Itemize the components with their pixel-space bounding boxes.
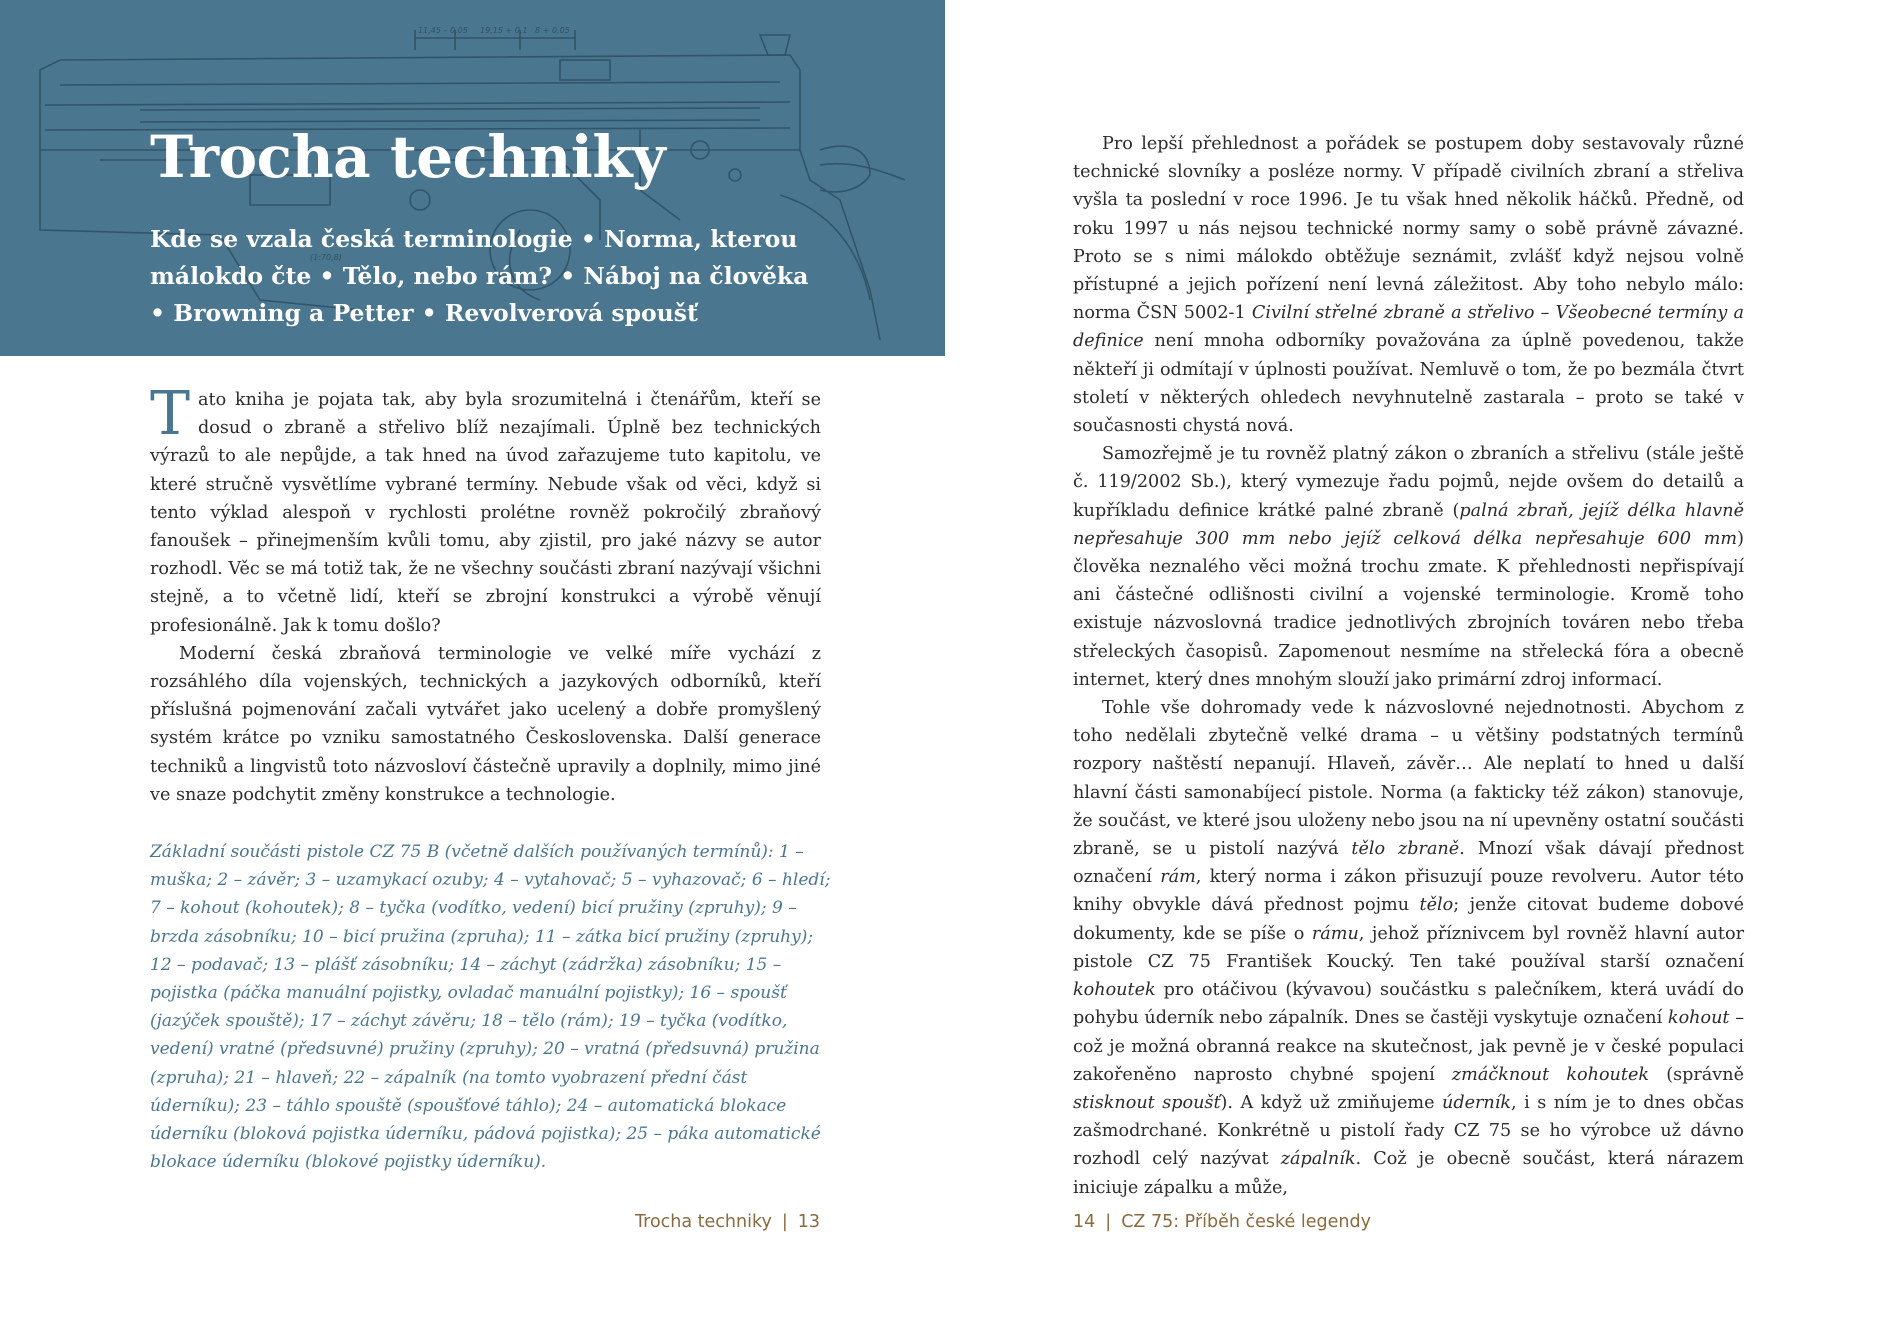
intro-paragraph-text: ato kniha je pojata tak, aby byla srozumitelná i čtenářům, kteří se dosud o zbraně a střelivo blíž nezajímali. Úplně bez technických výrazů to ale nepůjde, a tak hned na úvod zařazujeme tuto kapitolu, ve které stručně vysvětlíme vybrané termíny. Nebude však od věci, když si tento výklad alespoň v rychlosti prolétne rovněž pokročilý zbraňový fanoušek – přinejmenším kvůli tomu, aby zjistil, pro jaké názvy se autor rozhodl. Věc se má totiž tak, že ne všechny součásti zbraní nazývají všichni stejně, a to včetně lidí, kteří se zbrojní konstrukci a výrobě věnují profesionálně. Jak k tomu došlo? xyxy=(150,390,821,636)
dimension-label: 11,45 – 0,05 xyxy=(418,26,468,35)
dimension-label: (1:70,8) xyxy=(310,253,342,262)
page-number: 13 xyxy=(797,1212,820,1232)
intro-paragraph xyxy=(150,379,821,640)
folio-right xyxy=(1073,1212,1371,1232)
folio-separator: | xyxy=(1105,1212,1112,1232)
body-paragraph: Samozřejmě je tu rovněž platný zákon o zbraních a střelivu (stále ještě č. 119/2002 Sb.), který vymezuje řadu pojmů, nejde ovšem do detailů a kupříkladu definice krátké palné zbraně (palná zbraň, jejíž délka hlavně nepřesahuje 300 mm nebo jejíž celková délka nepřesahuje 600 mm) člověka neznalého věci možná trochu zmate. K přehlednosti nepřispívají ani částečné odlišnosti civilní a vojenské terminologie. Kromě toho existuje názvoslovná tradice jednotlivých zbrojních továren nebo třeba střeleckých časopisů. Zapomenout nesmíme na střelecká fóra a obecně internet, který dnes mnohým slouží jako primární zdroj informací. xyxy=(1073,444,1744,690)
drop-cap: T xyxy=(150,379,191,449)
running-title: Trocha techniky xyxy=(635,1212,772,1232)
body-paragraph: Tohle vše dohromady vede k názvoslovné nejednotnosti. Abychom z toho nedělali zbytečně velké drama – u většiny podstatných termínů rozpory naštěstí nepanují. Hlaveň, závěr… Ale neplatí to hned u další hlavní části samonabíjecí pistole. Norma (a fakticky též zákon) stanovuje, že součást, ve které jsou uloženy nebo jsou na ní upevněny ostatní součásti zbraně, se u pistolí nazývá tělo zbraně. Mnozí však dávají přednost označení rám, který norma i zákon přisuzují pouze revolveru. Autor této knihy obvykle dává přednost pojmu tělo; jenže citovat budeme dobové dokumenty, kde se píše o rámu, jehož příznivcem byl rovněž hlavní autor pistole CZ 75 František Koucký. Ten také používal starší označení kohoutek pro otáčivou (kývavou) součástku s palečníkem, která uvádí do pohybu úderník nebo zápalník. Dnes se častěji vyskytuje označení kohout – což je možná obranná reakce na skutečnost, jak pevně je v české populaci zakořeněno naprosto chybné spojení zmáčknout kohoutek (správně stisknout spoušť). A když už zmiňujeme úderník, i s ním je to dnes občas zašmodrchané. Konkrétně u pistolí řady CZ 75 se ho výrobce už dávno rozhodl celý nazývat zápalník. Což je obecně součást, která nárazem iniciuje zápalku a může, xyxy=(1073,698,1745,1198)
page-number: 14 xyxy=(1073,1212,1096,1232)
running-title: CZ 75: Příběh české legendy xyxy=(1121,1212,1371,1232)
chapter-subtitle: Kde se vzala česká terminologie • Norma, kterou málokdo čte • Tělo, nebo rám? • Náboj na člověka • Browning a Petter • Revolverová spoušť xyxy=(150,225,809,327)
caption-text: Základní součásti pistole CZ 75 B (včetně dalších používaných termínů): 1 – muška; 2 – závěr; 3 – uzamykací ozuby; 4 – vytahovač; 5 – vyhazovač; 6 – hledí; 7 – kohout (kohoutek); 8 – tyčka (vodítko, vedení) bicí pružiny (zpruhy); 9 – brzda zásobníku; 10 – bicí pružina (zpruha); 11 – zátka bicí pružiny (zpruhy); 12 – podavač; 13 – plášť zásobníku; 14 – záchyt (zádržka) zásobníku; 15 – pojistka (páčka manuální pojistky, ovladač manuální pojistky); 16 – spoušť (jazýček spouště); 17 – záchyt závěru; 18 – tělo (rám); 19 – tyčka (vodítko, vedení) vratné (předsuvné) pružiny (zpruhy); 20 – vratná (předsuvná) pružina (zpruha); 21 – hlaveň; 22 – zápalník (na tomto vyobrazení přední část úderníku); 23 – táhlo spouště (spoušťové táhlo); 24 – automatická blokace úderníku (bloková pojistka úderníku, pádová pojistka); 25 – páka automatické blokace úderníku (blokové pojistky úderníku). xyxy=(150,842,831,1173)
dimension-label: 19,15 + 0,1 xyxy=(480,26,528,35)
chapter-title: Trocha techniky xyxy=(150,123,666,191)
left-page-body xyxy=(150,379,821,809)
dimension-label: 8 + 0,05 xyxy=(535,26,570,35)
chapter-header-banner xyxy=(0,0,945,356)
right-page-body xyxy=(1073,130,1744,1202)
folio-separator: | xyxy=(781,1212,788,1232)
figure-caption xyxy=(150,838,840,1176)
folio-left xyxy=(633,1212,820,1232)
body-paragraph: Pro lepší přehlednost a pořádek se postupem doby sestavovaly různé technické slovníky a posléze normy. V případě civilních zbraní a střeliva vyšla ta poslední v roce 1996. Je tu však hned několik háčků. Předně, od roku 1997 u nás nejsou technické normy samy o sobě právně závazné. Proto se s nimi málokdo obtěžuje seznámit, zvlášť když nejsou volně přístupné a jejich pořízení není levná záležitost. Aby toho nebylo málo: norma ČSN 5002-1 Civilní střelné zbraně a střelivo – Všeobecné termíny a definice není mnoha odborníky považována za úplně povedenou, takže někteří ji odmítají v úplnosti používat. Nemluvě o tom, že po bezmála čtvrt století v některých ohledech nevyhnutelně zastarala – proto se také v současnosti chystá nová. xyxy=(1073,134,1744,437)
body-paragraph: Moderní česká zbraňová terminologie ve velké míře vychází z rozsáhlého díla vojenských, technických a jazykových odborníků, kteří příslušná pojmenování začali vytvářet jako ucelený a dobře promyšlený systém krátce po vzniku samostatného Československa. Další generace techniků a lingvistů toto názvosloví částečně upravily a doplnily, mimo jiné ve snaze podchytit změny konstrukce a technologie. xyxy=(150,643,821,805)
